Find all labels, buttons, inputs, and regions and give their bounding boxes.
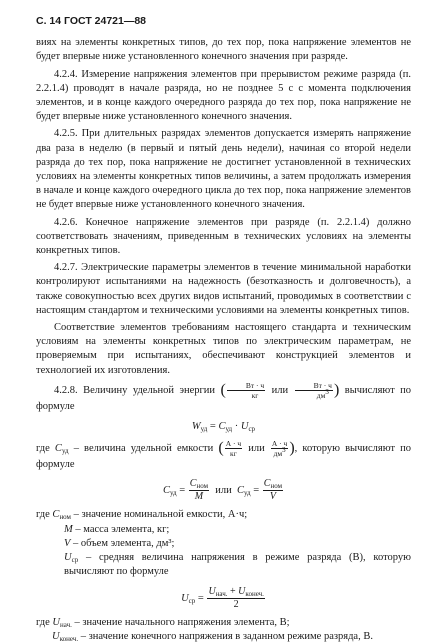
paragraph-compliance: Соответствие элементов требованиям настоящего стандарта и техническим условиям на элементы конкретных типов по электрическим параметрам, не проверяемым при испытаниях, обеспечивают конструкцией элементов и технологией их изготовления. xyxy=(36,322,411,376)
definition-item: $U_{конеч.}$ – значение конечного напряжения в заданном режиме разряда, В. xyxy=(52,630,373,643)
unit-ah-per-dm3: $\frac{А \cdot ч}{дм^3}$ xyxy=(271,439,288,459)
unit-wh-per-dm3: $\frac{Вт \cdot ч}{дм^3}$ xyxy=(295,381,333,400)
page-header: С. 14 ГОСТ 24721—88 xyxy=(36,15,147,27)
paragraph-continued: виях на элементы конкретных типов, до тех пор, пока напряжение элементов не будет впервые ниже установленного конечного значения при разряде. xyxy=(36,37,411,63)
formula-specific-energy: $W_{уд} = C_{уд} \cdot U_{ср}$ xyxy=(191,421,256,434)
formula-mean-voltage: $U_{ср}$ = $\frac{U_{нач.} + U_{конеч.}}{2}$ xyxy=(181,585,264,610)
paragraph-4-2-4: 4.2.4. Измерение напряжения элементов при прерывистом режиме разряда (п. 2.2.1.4) проводят в начале разряда, но не позднее 5 с с момента подключения элементов, и в конце каждого очередного разряда до тех пор, пока напряжение не будет впервые ниже установленного конечного значения. xyxy=(36,68,411,123)
unit-ah-per-kg: $\frac{А \cdot ч}{кг}$ xyxy=(225,439,242,459)
formula-specific-capacity: $C_{уд}$ = $\frac{C_{ном}}{M}$ или $C_{уд}$ = $\frac{C_{ном}}{V}$ xyxy=(162,478,283,503)
paragraph-specific-capacity: где $C_{уд}$ – величина удельной емкости ( $\frac{А \cdot ч}{кг}$ или $\frac{А \cdot ч}{дм^3}$ ), которую вычисляют по формуле xyxy=(36,439,412,471)
unit-wh-per-kg: $\frac{Вт \cdot ч}{кг}$ xyxy=(227,381,265,400)
paragraph-mean-voltage: $U_{ср}$ – средняя величина напряжения в режиме разряда (В), которую вычисляют по формуле xyxy=(64,552,411,578)
paragraph-4-2-6: 4.2.6. Конечное напряжение элементов при разряде (п. 2.2.1.4) должно соответствовать значениям, приведенным в технических условиях на элементы конкретных типов. xyxy=(36,216,411,257)
definition-item: где $C_{ном}$ – значение номинальной емкости, А·ч; xyxy=(36,509,248,522)
definition-item: где $U_{нач.}$ – значение начального напряжения элемента, В; xyxy=(36,616,290,629)
definitions-voltage xyxy=(36,616,411,644)
definition-item: V – объем элемента, дм³; xyxy=(64,537,175,549)
paragraph-4-2-7: 4.2.7. Электрические параметры элементов в течение минимальной наработки контролируют испытаниями на надежность (безотказность и долговечность), а также совокупностью всех других видов испытаний, проводимых в соответствии с настоящим стандартом и техническими условиями на элементы конкретных типов. xyxy=(36,262,411,316)
paragraph-4-2-8: 4.2.8. Величину удельной энергии ( $\frac{Вт \cdot ч}{кг}$ или $\frac{Вт \cdot ч}{дм^3}$ ) вычисляют по формуле xyxy=(36,380,412,412)
definitions-capacity xyxy=(36,508,411,551)
paragraph-4-2-5: 4.2.5. При длительных разрядах элементов допускается измерять напряжение два раза в неделю (в первый и пятый день недели), начиная со второй недели разряда до тех пор, пока напряжение не достигнет установленной в технических условиях на элементы конкретных типов величины, а затем продолжать измерения в начале и конце каждого очередного цикла до тех пор, пока напряжение элементов не будет впервые ниже установленного конечного значения. xyxy=(36,128,411,211)
definition-item: M – масса элемента, кг; xyxy=(64,523,170,535)
